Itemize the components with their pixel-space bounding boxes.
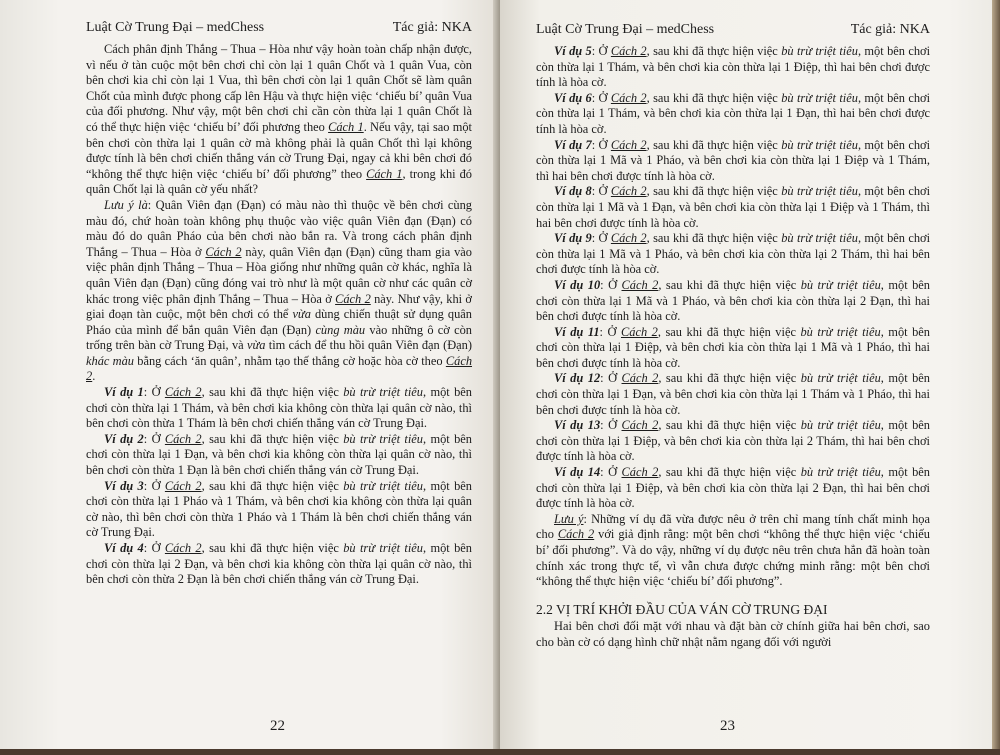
reference-link: Cách 2 <box>164 541 202 555</box>
example-label: Ví dụ 7 <box>554 137 592 152</box>
example-paragraph: Ví dụ 11: Ở Cách 2, sau khi đã thực hiện việc bù trừ triệt tiêu, một bên chơi còn thừa lại 1 Điệp, và bên chơi kia còn thừa lại 1 Mã và 1 Pháo, thì hai bên chơi được tính là hòa cờ. <box>536 324 930 370</box>
example-list <box>86 385 472 588</box>
right-page <box>500 0 1000 755</box>
header-title: Luật Cờ Trung Đại – medChess <box>536 22 715 37</box>
example-label: Ví dụ 6 <box>554 90 592 105</box>
reference-link: Cách 2 <box>205 244 242 259</box>
reference-link: Cách 2 <box>621 465 659 480</box>
term: bù trừ triệt tiêu <box>343 385 423 400</box>
term: bù trừ triệt tiêu <box>781 44 858 58</box>
term: bù trừ triệt tiêu <box>343 541 423 555</box>
page-header <box>86 12 472 36</box>
example-paragraph: Ví dụ 8: Ở Cách 2, sau khi đã thực hiện việc bù trừ triệt tiêu, một bên chơi còn thừa lại 1 Mã và 1 Đạn, và bên chơi kia còn thừa lại 1 Điệp và 1 Thám, thì hai bên chơi được tính là hòa cờ. <box>536 184 931 230</box>
note-paragraph: Lưu ý là: Quân Viên đạn (Đạn) có màu nào thì thuộc về bên chơi cùng màu đó, chứ hoàn toàn không phụ thuộc vào việc quân Viên đạn (Đạn) có màu đó do quân Pháo của bên chơi nào bắn ra. Và trong cách phân định Thắng – Thua – Hòa ở Cách 2 này, quân Viên đạn (Đạn) cũng tham gia vào việc phân định Thắng – Thua – Hòa giống như những quân cờ khác, nghĩa là quân Viên đạn (Đạn) cũng đóng vai trò như là một quân cờ như các quân cờ khác trong việc phân định Thắng – Thua – Hòa ở Cách 2 này. Như vậy, khi ở giai đoạn tàn cuộc, một bên chơi có thể vừa dùng chiến thuật sử dụng quân Pháo của mình để bắn quân Viên đạn (Đạn) cùng màu vào những ô cờ còn trống trên bàn cờ Trung Đại, và vừa tìm cách để thu hồi quân Viên đạn (Đạn) khác màu bằng cách ‘ăn quân’, nhằm tạo thế thắng cờ hoặc hòa cờ theo Cách 2. <box>86 197 473 384</box>
example-label: Ví dụ 11 <box>554 324 600 339</box>
page-body <box>536 44 930 651</box>
reference-link: Cách 2 <box>610 231 647 246</box>
reference-link: Cách 2 <box>621 418 659 433</box>
example-paragraph: Ví dụ 14: Ở Cách 2, sau khi đã thực hiện việc bù trừ triệt tiêu, một bên chơi còn thừa lại 1 Điệp, và bên chơi kia còn thừa lại 2 Đạn, thì hai bên chơi được tính là hòa cờ. <box>536 465 931 511</box>
example-paragraph: Ví dụ 9: Ở Cách 2, sau khi đã thực hiện việc bù trừ triệt tiêu, một bên chơi còn thừa lại 1 Mã và 1 Pháo, và bên chơi kia còn thừa lại 2 Thám, thì hai bên chơi được tính là hòa cờ. <box>536 231 931 277</box>
term: bù trừ triệt tiêu <box>781 137 858 152</box>
example-paragraph: Ví dụ 1: Ở Cách 2, sau khi đã thực hiện việc bù trừ triệt tiêu, một bên chơi còn thừa lại 1 Thám, và bên chơi kia không còn thừa lại quân cờ nào, thì bên chơi còn thừa 1 Thám là bên chơi chiến thắng ván cờ Trung Đại. <box>86 385 472 431</box>
example-paragraph: Ví dụ 12: Ở Cách 2, sau khi đã thực hiện việc bù trừ triệt tiêu, một bên chơi còn thừa lại 1 Đạn, và bên chơi kia còn thừa lại 1 Thám và 1 Pháo, thì hai bên chơi được tính là hòa cờ. <box>536 371 931 417</box>
example-paragraph: Ví dụ 2: Ở Cách 2, sau khi đã thực hiện việc bù trừ triệt tiêu, một bên chơi còn thừa lại 1 Đạn, và bên chơi kia không còn thừa lại quân cờ nào, thì bên chơi còn thừa 1 Đạn là bên chơi chiến thắng ván cờ Trung Đại. <box>86 431 472 478</box>
reference-link: Cách 2 <box>610 184 647 199</box>
example-paragraph: Ví dụ 3: Ở Cách 2, sau khi đã thực hiện việc bù trừ triệt tiêu, một bên chơi còn thừa lại 1 Pháo và 1 Thám, và bên chơi kia không còn thừa lại quân cờ nào, thì bên chơi còn thừa 1 Pháo và 1 Thám là bên chơi chiến thắng ván cờ Trung Đại. <box>86 478 472 540</box>
reference-link: Cách 2 <box>164 431 202 446</box>
book-edge <box>0 749 1000 755</box>
example-label: Ví dụ 10 <box>554 277 601 292</box>
example-label: Ví dụ 8 <box>554 184 592 199</box>
reference-link: Cách 2 <box>86 353 473 384</box>
term: bù trừ triệt tiêu <box>343 431 423 446</box>
term: bù trừ triệt tiêu <box>800 371 881 386</box>
example-label: Ví dụ 14 <box>554 465 601 480</box>
header-title: Luật Cờ Trung Đại – medChess <box>86 20 265 35</box>
page-number: 22 <box>270 718 285 734</box>
section-heading: 2.2 VỊ TRÍ KHỞI ĐẦU CỦA VÁN CỜ TRUNG ĐẠI <box>536 601 828 617</box>
example-paragraph: Ví dụ 7: Ở Cách 2, sau khi đã thực hiện việc bù trừ triệt tiêu, một bên chơi còn thừa lại 1 Mã và 1 Pháo, và bên chơi kia còn thừa lại 1 Điệp và 1 Thám, thì hai bên chơi được tính là hòa cờ. <box>536 137 931 183</box>
header-author: Tác giả: NKA <box>850 22 930 37</box>
example-label: Ví dụ 12 <box>554 371 601 386</box>
term: bù trừ triệt tiêu <box>800 418 881 433</box>
example-paragraph: Ví dụ 4: Ở Cách 2, sau khi đã thực hiện việc bù trừ triệt tiêu, một bên chơi còn thừa lại 2 Đạn, và bên chơi kia không còn thừa lại quân cờ nào, thì bên chơi còn thừa 2 Đạn là bên chơi chiến thắng ván cờ Trung Đại. <box>86 541 472 587</box>
note-paragraph: Lưu ý: Những ví dụ đã vừa được nêu ở trên chỉ mang tính chất minh họa cho Cách 2 với giả định rằng: một bên chơi “không thể thực hiện việc ‘chiếu bí’ đối phương”. Và do vậy, những ví dụ được nêu trên chưa hẳn đã hoàn toàn chính xác trong thực tế, vì vẫn chưa được chứng minh rằng: một bên chơi “không thể thực hiện việc ‘chiếu bí’ đối phương”. <box>536 511 930 589</box>
term: bù trừ triệt tiêu <box>781 184 858 199</box>
example-label: Ví dụ 3 <box>104 478 144 493</box>
example-label: Ví dụ 13 <box>554 418 601 433</box>
term: bù trừ triệt tiêu <box>800 465 881 480</box>
reference-link: Cách 1 <box>328 119 364 134</box>
reference-link: Cách 2 <box>621 371 659 386</box>
example-label: Ví dụ 5 <box>554 44 592 58</box>
example-paragraph: Ví dụ 5: Ở Cách 2, sau khi đã thực hiện việc bù trừ triệt tiêu, một bên chơi còn thừa lại 1 Thám, và bên chơi kia còn thừa lại 1 Điệp, thì hai bên chơi được tính là hòa cờ. <box>536 44 931 90</box>
reference-link: Cách 1 <box>366 166 403 181</box>
example-label: Ví dụ 2 <box>104 431 144 446</box>
book-edge <box>992 0 1000 755</box>
term: bù trừ triệt tiêu <box>800 324 881 339</box>
reference-link: Cách 2 <box>164 385 202 400</box>
term: bù trừ triệt tiêu <box>800 277 881 292</box>
paragraph: Hai bên chơi đối mặt với nhau và đặt bàn cờ chính giữa hai bên chơi, sao cho bàn cờ có dạng hình chữ nhật nằm ngang đối với người <box>536 619 930 649</box>
example-paragraph: Ví dụ 13: Ở Cách 2, sau khi đã thực hiện việc bù trừ triệt tiêu, một bên chơi còn thừa lại 1 Điệp, và bên chơi kia còn thừa lại 2 Thám, thì hai bên chơi được tính là hòa cờ. <box>536 418 931 464</box>
reference-link: Cách 2 <box>610 44 647 58</box>
reference-link: Cách 2 <box>335 291 371 306</box>
header-author: Tác giả: NKA <box>392 20 472 35</box>
term: bù trừ triệt tiêu <box>781 90 858 105</box>
term: bù trừ triệt tiêu <box>343 478 423 493</box>
reference-link: Cách 2 <box>621 277 659 292</box>
reference-link: Cách 2 <box>610 137 647 152</box>
reference-link: Cách 2 <box>557 527 595 542</box>
reference-link: Cách 2 <box>610 90 647 105</box>
example-label: Ví dụ 4 <box>104 541 144 555</box>
page-number: 23 <box>720 718 735 734</box>
term: bù trừ triệt tiêu <box>781 231 858 246</box>
example-paragraph: Ví dụ 10: Ở Cách 2, sau khi đã thực hiện việc bù trừ triệt tiêu, một bên chơi còn thừa lại 1 Mã và 1 Pháo, và bên chơi kia còn thừa lại 2 Đạn, thì hai bên chơi được tính là hòa cờ. <box>536 277 931 324</box>
reference-link: Cách 2 <box>164 478 202 493</box>
example-label: Ví dụ 1 <box>104 385 144 400</box>
example-list <box>536 44 930 512</box>
page-header <box>536 14 930 38</box>
reference-link: Cách 2 <box>620 324 658 339</box>
paragraph: Cách phân định Thắng – Thua – Hòa như vậy hoàn toàn chấp nhận được, vì nếu ở tàn cuộc một bên chơi chỉ còn lại 1 quân Chốt và 1 quân Vua, còn bên chơi kia chỉ còn lại 1 Vua, thì bên chơi còn lại 1 quân Chốt sẽ làm quân Chốt của mình được phong cấp lên Hậu và thực hiện việc ‘chiếu bí’ quân Vua của đối phương. Như vậy, một bên chơi chỉ cần còn thừa lại 1 quân Chốt là có thể thực hiện việc ‘chiếu bí’ đối phương theo Cách 1. Nếu vậy, tại sao một bên chơi còn thừa lại 1 quân cờ mà không phải là quân Chốt thì lại không được tính là bên chơi chiến thắng ván cờ Trung Đại, ngay cả khi bên chơi đó “không thể thực hiện việc ‘chiếu bí’ đối phương” theo Cách 1, trong khi đó quân Chốt lại là quân cờ yếu nhất? <box>86 42 472 197</box>
example-paragraph: Ví dụ 6: Ở Cách 2, sau khi đã thực hiện việc bù trừ triệt tiêu, một bên chơi còn thừa lại 1 Thám, và bên chơi kia còn thừa lại 1 Đạn, thì hai bên chơi được tính là hòa cờ. <box>536 90 931 136</box>
example-label: Ví dụ 9 <box>554 231 592 246</box>
page-body <box>86 42 472 588</box>
